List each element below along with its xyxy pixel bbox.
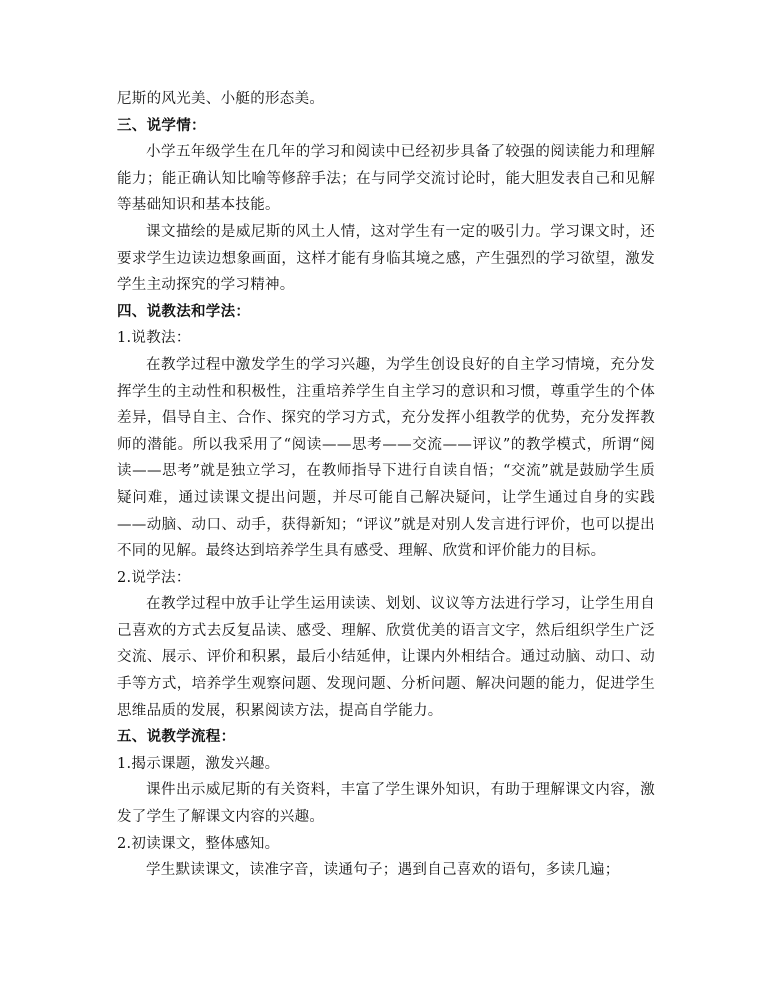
section-heading-teaching-process: 五、说教学流程：: [117, 728, 236, 746]
subheading-teaching-method: 1.说教法：: [117, 330, 191, 347]
subheading-step-one: 1.揭示课题，激发兴趣。: [117, 755, 280, 772]
paragraph-teaching-method: 在教学过程中激发学生的学习兴趣，为学生创设良好的自主学习情境，充分发挥学生的主动性和积极性，注重培养学生自主学习的意识和习惯，尊重学生的个体差异，倡导自主、合作、探究的学习方式，充分发挥小组教学的优势，充分发挥教师的潜能。所以我采用了“阅读——思考——交流——评议”的教学模式，所谓“阅读——思考”就是独立学习，在教师指导下进行自读自悟；“交流”就是鼓励学生质疑问难，通过读课文提出问题，并尽可能自己解决疑问，让学生通过自身的实践——动脑、动口、动手，获得新知；“评议”就是对别人发言进行评价，也可以提出不同的见解。最终达到培养学生具有感受、理解、欣赏和评价能力的目标。: [117, 356, 655, 560]
section-heading-student-analysis: 三、说学情：: [117, 116, 206, 134]
document-page: [117, 86, 655, 884]
paragraph-student-ability: 小学五年级学生在几年的学习和阅读中已经初步具备了较强的阅读能力和理解能力；能正确认知比喻等修辞手法；在与同学交流讨论时，能大胆发表自己和见解等基础知识和基本技能。: [117, 144, 655, 214]
paragraph-continuation: 尼斯的风光美、小艇的形态美。: [117, 91, 325, 107]
section-heading-methods: 四、说教法和学法：: [117, 302, 251, 320]
subheading-step-two: 2.初读课文，整体感知。: [117, 835, 280, 852]
subheading-learning-method: 2.说学法：: [117, 569, 191, 586]
paragraph-step-one: 课件出示威尼斯的有关资料，丰富了学生课外知识，有助于理解课文内容，激发了学生了解课文内容的兴趣。: [117, 782, 655, 826]
paragraph-text-appeal: 课文描绘的是威尼斯的风土人情，这对学生有一定的吸引力。学习课文时，还要求学生边读边想象画面，这样才能有身临其境之感，产生强烈的学习欲望，激发学生主动探究的学习精神。: [117, 223, 655, 294]
paragraph-learning-method: 在教学过程中放手让学生运用读读、划划、议议等方法进行学习，让学生用自己喜欢的方式去反复品读、感受、理解、欣赏优美的语言文字，然后组织学生广泛交流、展示、评价和积累，最后小结延伸，让课内外相结合。通过动脑、动口、动手等方式，培养学生观察问题、发现问题、分析问题、解决问题的能力，促进学生思维品质的发展，积累阅读方法，提高自学能力。: [117, 596, 655, 719]
paragraph-step-two: 学生默读课文，读准字音，读通句子；遇到自己喜欢的语句，多读几遍；: [146, 862, 620, 879]
